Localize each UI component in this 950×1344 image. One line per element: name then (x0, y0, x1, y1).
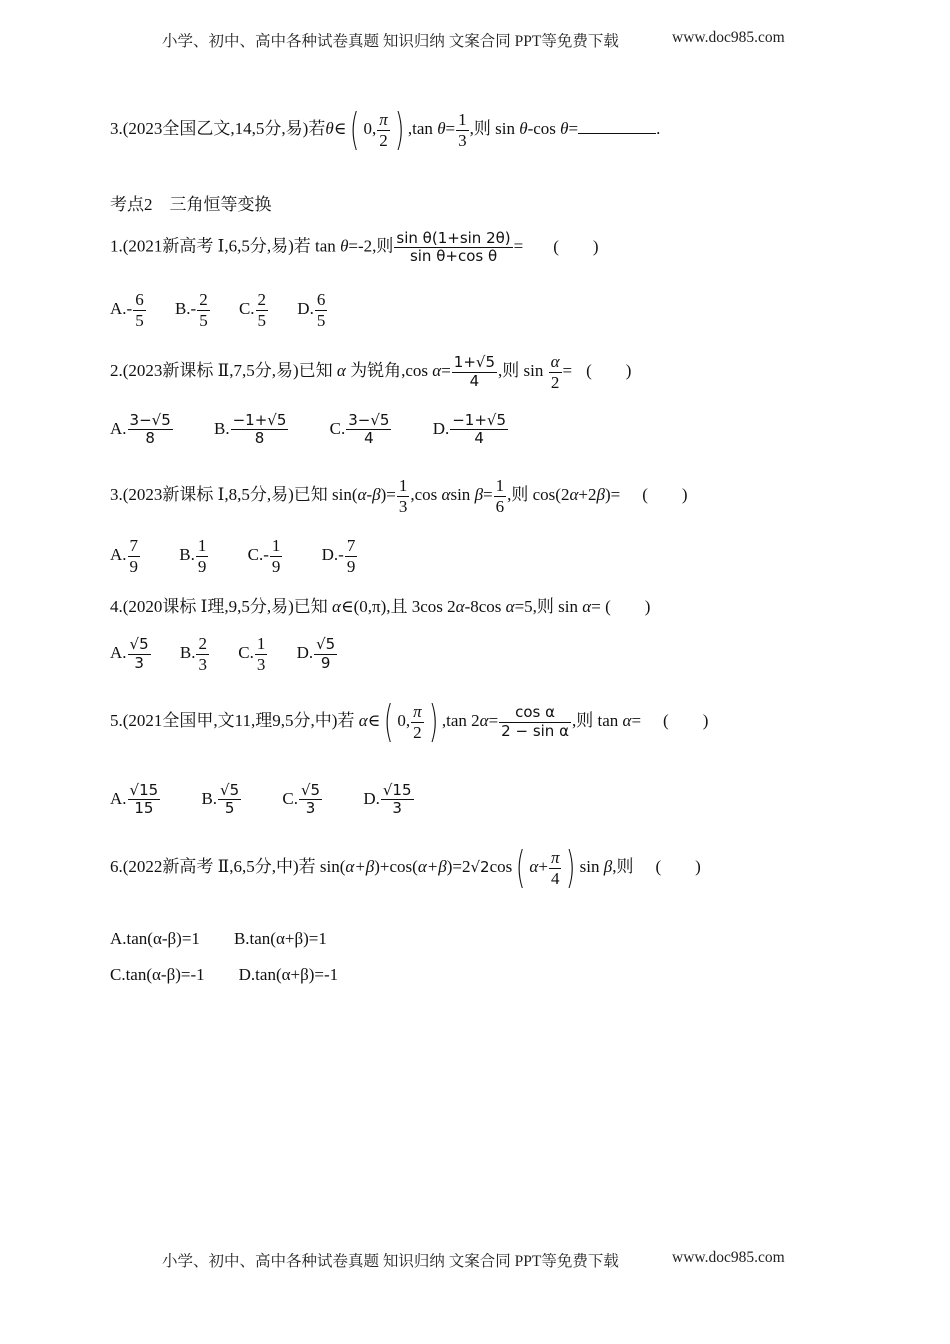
choice-b[interactable]: B.- $\frac{2}{5}$ (174, 290, 208, 330)
interval-start: 0, (363, 118, 377, 138)
answer-paren[interactable]: ( ) (663, 710, 709, 730)
choices-q1 (110, 290, 352, 330)
answer-paren[interactable]: ( ) (605, 597, 651, 616)
choice-c[interactable]: C.- $\frac{1}{9}$ (247, 536, 281, 576)
choices-q6-row1 (110, 930, 327, 947)
choice-b[interactable]: B. $\frac{2}{3}$ (179, 634, 207, 674)
choice-d[interactable]: D.tan(α+β)=-1 (238, 965, 339, 984)
question-prefix: 3.(2023全国乙文,14,5分,易)若 (110, 118, 326, 138)
cos-alpha-value: $\frac{1+√5}{4}$ (453, 353, 495, 390)
choice-c[interactable]: C. $\frac{1}{3}$ (238, 634, 266, 674)
choice-d[interactable]: D. $\frac{6}{5}$ (297, 290, 326, 330)
sqrt-two: √2 (470, 857, 490, 876)
choices-q2 (110, 412, 533, 448)
header-url[interactable]: www.doc985.com (672, 29, 785, 46)
question-1: 1.(2021新高考 Ⅰ,6,5分,易)若 tan θ=-2,则 $\frac{\text{sin θ(1+sin 2θ)}}{\text{sin θ+cos θ}}$ = ( ) (110, 229, 599, 266)
section-title: 考点2 三角恒等变换 (110, 195, 272, 214)
choice-b[interactable]: B. $\frac{-1+√5}{8}$ (214, 411, 287, 448)
choice-a[interactable]: A.- $\frac{6}{5}$ (110, 290, 144, 330)
choice-d[interactable]: D. $\frac{√15}{3}$ (363, 781, 412, 818)
choice-c[interactable]: C.tan(α-β)=-1 (110, 965, 205, 984)
choice-c[interactable]: C. $\frac{√5}{3}$ (282, 781, 321, 818)
choice-d[interactable]: D. $\frac{√5}{9}$ (296, 635, 336, 672)
question-2: 2.(2023新课标 Ⅱ,7,5分,易)已知 α 为锐角,cos α= $\frac{1+√5}{4}$ ,则 sin $\frac{\alpha}{2}$ = ( ) (110, 352, 632, 392)
choice-a[interactable]: A. $\frac{√15}{15}$ (110, 781, 159, 818)
in-symbol: ∈ (333, 118, 347, 138)
half-alpha-fraction: $\frac{\alpha}{2}$ (550, 352, 560, 392)
answer-paren[interactable]: ( ) (586, 360, 632, 380)
choice-b[interactable]: B.tan(α+β)=1 (233, 929, 327, 948)
footer-url[interactable]: www.doc985.com (672, 1249, 785, 1266)
header-title: 小学、初中、高中各种试卷真题 知识归纳 文案合同 PPT等免费下载 (162, 33, 619, 50)
one-third-fraction: $\frac{1}{3}$ (458, 109, 467, 150)
choice-a[interactable]: A.tan(α-β)=1 (110, 929, 200, 948)
tan-text: ,tan (407, 118, 438, 138)
answer-paren[interactable]: ( ) (642, 484, 688, 504)
choice-a[interactable]: A. $\frac{3-√5}{8}$ (110, 411, 171, 448)
left-paren: ( (350, 104, 360, 155)
choice-c[interactable]: C. $\frac{3-√5}{4}$ (329, 411, 390, 448)
choices-q5 (110, 782, 439, 818)
choice-c[interactable]: C. $\frac{2}{5}$ (238, 290, 267, 330)
question-4: 4.(2020课标 Ⅰ理,9,5分,易)已知 α∈(0,π),且 3cos 2α-8cos α=5,则 sin α= ( ) (110, 597, 651, 616)
choice-d[interactable]: D. $\frac{-1+√5}{4}$ (432, 411, 507, 448)
question-3: 3.(2023新课标 Ⅰ,8,5分,易)已知 sin(α-β)= $\frac{1}{3}$ ,cos αsin β= $\frac{1}{6}$ ,则 cos(2α+2β)= ( ) (110, 476, 688, 516)
choice-b[interactable]: B. $\frac{1}{9}$ (179, 536, 207, 576)
choice-a[interactable]: A. $\frac{7}{9}$ (110, 536, 139, 576)
tan-2alpha-fraction: $\frac{\text{cos α}}{\text{2 − sin α}}$ (501, 703, 569, 740)
choice-d[interactable]: D.- $\frac{7}{9}$ (321, 536, 356, 576)
theta-symbol: θ (325, 118, 334, 138)
choices-q6-row2 (110, 966, 338, 983)
question-sin-minus-cos: 3.(2023全国乙文,14,5分,易)若θ∈( 0, $\frac{\pi}{2}$ ) ,tan θ= $\frac{1}{3}$ ,则 sin θ-cos θ= . (110, 104, 661, 155)
pi-over-2-fraction: $\frac{\pi}{2}$ (379, 109, 388, 150)
question-5: 5.(2021全国甲,文11,理9,5分,中)若 α∈( 0, $\frac{\pi}{2}$ ) ,tan 2α= $\frac{\text{cos α}}{\text{2 − sin α}}$ ,则 tan α= ( ) (110, 696, 709, 747)
answer-paren[interactable]: ( ) (655, 856, 701, 876)
footer-title: 小学、初中、高中各种试卷真题 知识归纳 文案合同 PPT等免费下载 (162, 1253, 619, 1270)
choice-a[interactable]: A. $\frac{√5}{3}$ (110, 635, 149, 672)
answer-blank[interactable] (578, 119, 656, 134)
answer-paren[interactable]: ( ) (553, 236, 599, 256)
choice-b[interactable]: B. $\frac{√5}{5}$ (201, 781, 240, 818)
choices-q4 (110, 634, 362, 674)
choices-q3 (110, 536, 382, 576)
question-6: 6.(2022新高考 Ⅱ,6,5分,中)若 sin(α+β)+cos(α+β)=2√2cos( α+ $\frac{\pi}{4}$ ) sin β,则 ( ) (110, 842, 701, 893)
right-paren: ) (394, 104, 405, 155)
expression-fraction: $\frac{\text{sin θ(1+sin 2θ)}}{\text{sin θ+cos θ}}$ (396, 229, 511, 266)
